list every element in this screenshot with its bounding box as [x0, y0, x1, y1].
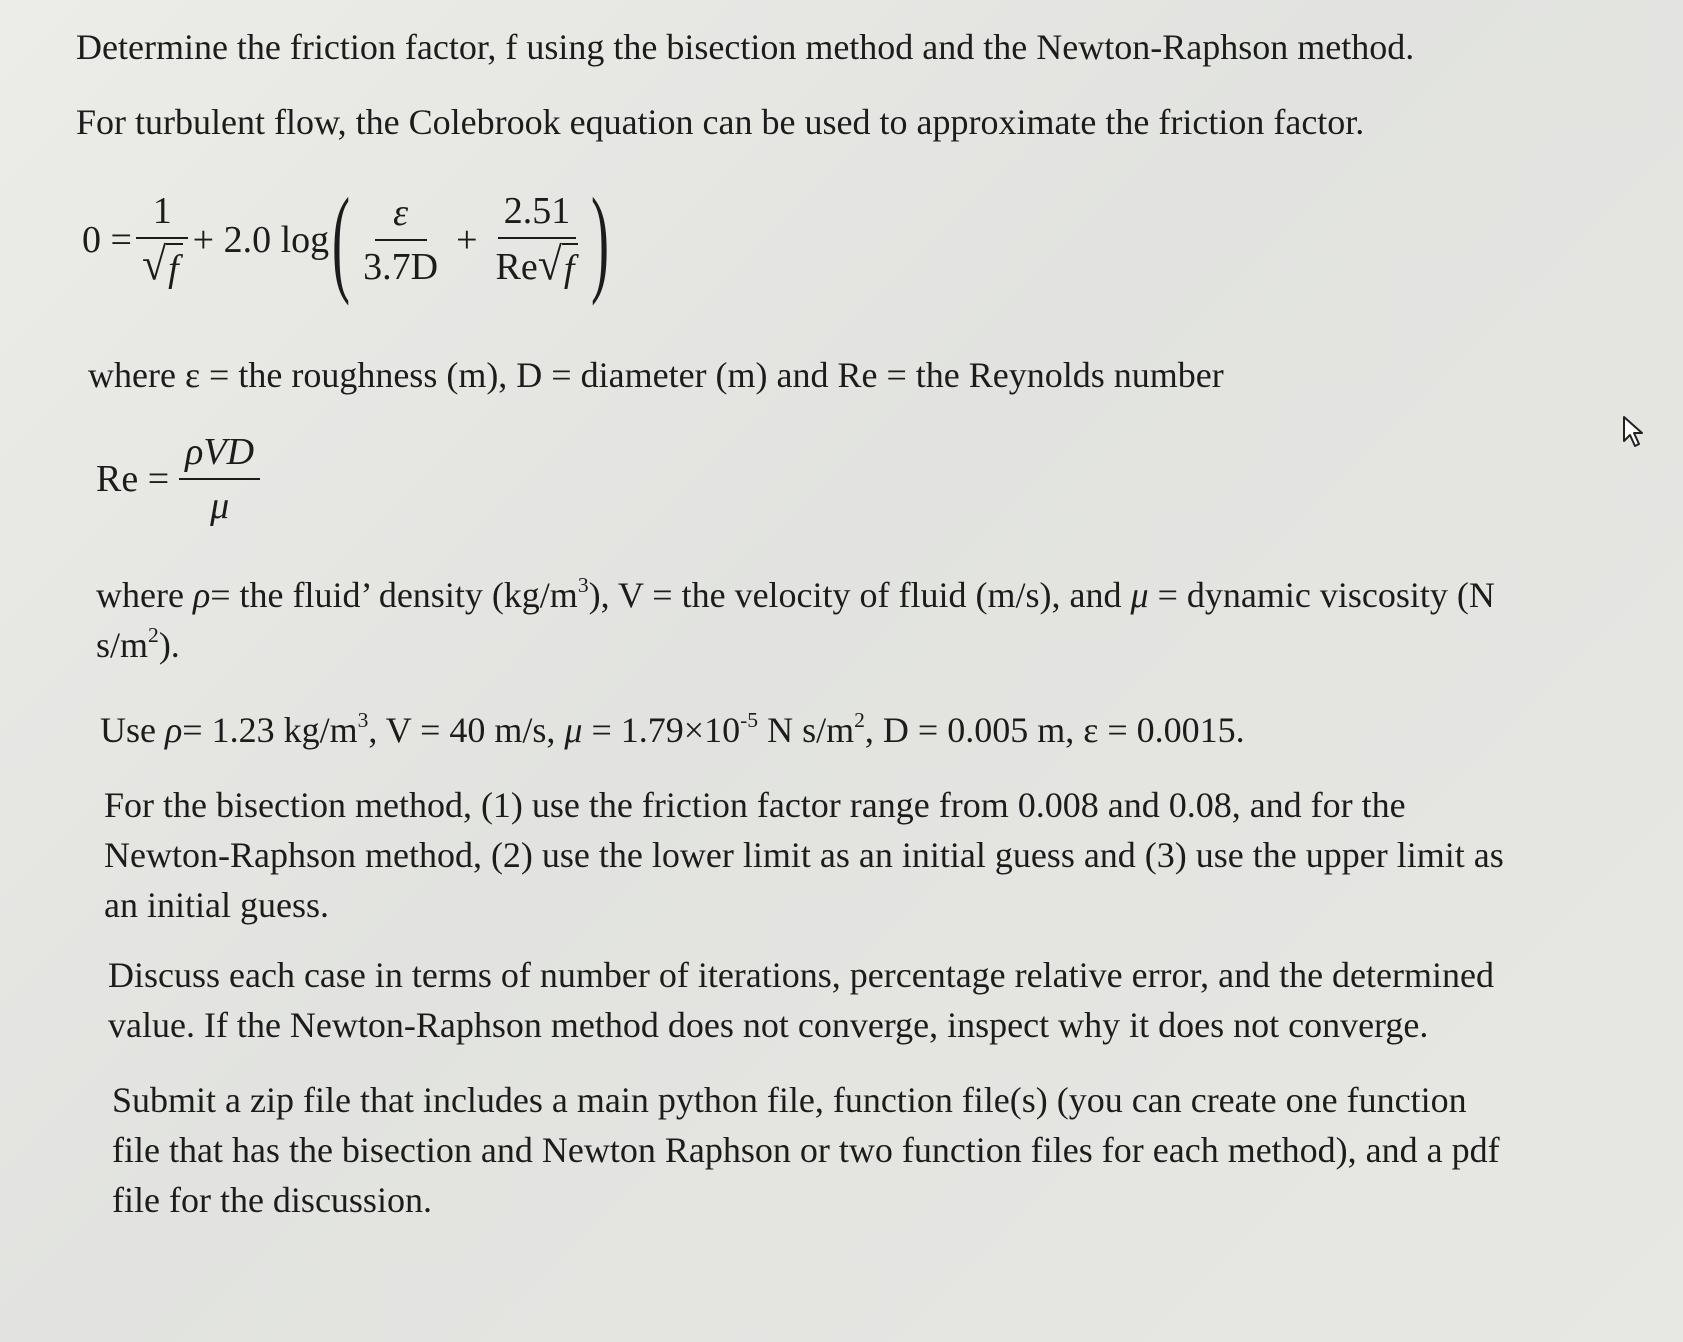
where-roughness-line — [88, 350, 1224, 400]
mouse-cursor-icon — [1620, 415, 1650, 449]
text-line: For the bisection method, (1) use the friction factor range from 0.008 and 0.08, and for the — [104, 785, 1406, 825]
right-paren: ) — [591, 173, 610, 306]
denominator: 3.7D — [363, 246, 439, 288]
sqrt-f: √ f — [538, 243, 579, 291]
text-line: where ε = the roughness (m), D = diameter (m) and Re = the Reynolds number — [88, 355, 1224, 395]
eq-lhs: Re = — [96, 458, 170, 500]
text-line: Determine the friction factor, f using the bisection method and the Newton-Raphson method. — [76, 27, 1415, 67]
text-line: value. If the Newton-Raphson method does not converge, inspect why it does not converge. — [108, 1005, 1429, 1045]
log-term: + 2.0 log — [192, 219, 330, 261]
sqrt-f: √ f — [142, 243, 183, 291]
left-paren: ( — [332, 173, 351, 306]
text-line: file that has the bisection and Newton Raphson or two function files for each method), and a pdf — [112, 1130, 1500, 1170]
text-line: Newton-Raphson method, (2) use the lower limit as an initial guess and (3) use the upper limit as — [104, 835, 1504, 875]
re-label: Re — [495, 246, 538, 288]
text-line: an initial guess. — [104, 885, 329, 925]
numerator: 1 — [136, 189, 188, 239]
eq-lhs: 0 = — [82, 219, 132, 261]
text-line: file for the discussion. — [112, 1180, 432, 1220]
numerator: ε — [375, 191, 427, 241]
reynolds-equation — [96, 430, 264, 528]
discussion-instructions — [108, 950, 1494, 1050]
denominator: μ — [210, 485, 230, 527]
colebrook-equation — [82, 173, 612, 306]
fraction-eps-over-3-7d — [357, 191, 444, 289]
text-line: Discuss each case in terms of number of iterations, percentage relative error, and the determined — [108, 955, 1494, 995]
where-density-line: where ρ= the fluid’ density $(kg/m^3)$, V = the velocity of fluid (m/s), and μ = dynamic viscosity (N $s/m^2$). — [96, 572, 1495, 665]
method-instructions — [104, 780, 1504, 930]
given-values-line: Use ρ= 1.23 $kg/m^3$, V = 40 m/s, $\mu = 1.79\times 10^{-5}$ N $s/m^2$, D = 0.005 m, ε = 0.0015. — [100, 707, 1245, 750]
variable-f: f — [166, 243, 183, 291]
numerator: 2.51 — [498, 189, 577, 239]
text-line: Submit a zip file that includes a main python file, function file(s) (you can create one function — [112, 1080, 1467, 1120]
text-line: For turbulent flow, the Colebrook equation can be used to approximate the friction factor. — [76, 102, 1365, 142]
fraction-one-over-sqrt-f — [136, 189, 189, 291]
submission-instructions — [112, 1075, 1500, 1225]
heading-line — [76, 22, 1414, 72]
numerator: ρVD — [179, 430, 260, 480]
plus-sign: + — [456, 219, 478, 261]
intro-line — [76, 97, 1364, 147]
fraction-rho-v-d-over-mu — [179, 430, 260, 528]
variable-f: f — [562, 243, 579, 291]
fraction-2-51-over-re-sqrt-f — [490, 189, 585, 291]
